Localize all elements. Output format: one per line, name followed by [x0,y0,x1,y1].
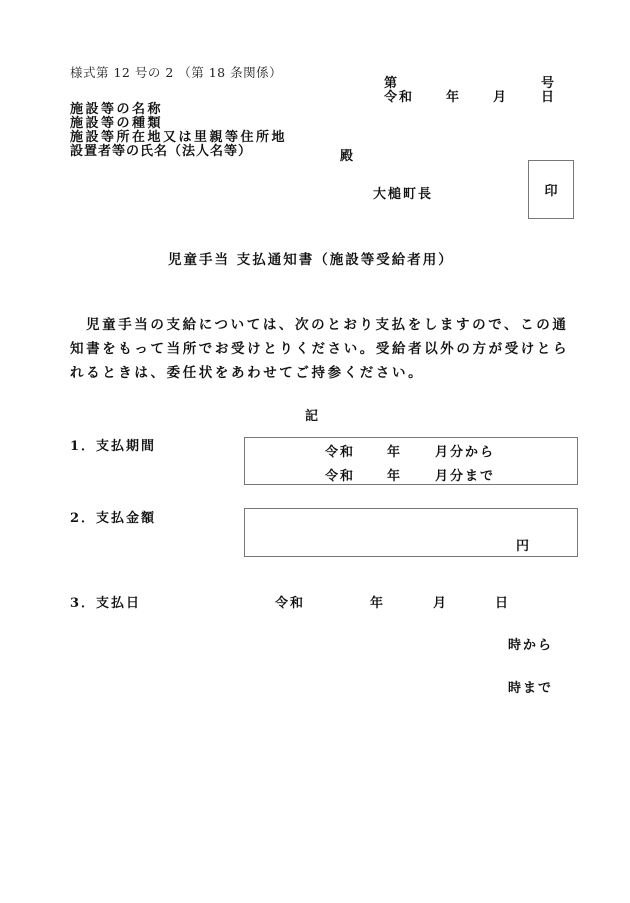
body-line-3: れるときは、委任状をあわせてご持参ください。 [70,365,425,381]
addressee-block [70,103,287,159]
payment-period-box[interactable] [244,437,578,485]
document-title: 児童手当 支払通知書（施設等受給者用） [168,252,454,268]
payment-amount-unit: 円 [516,539,530,554]
payment-date-month: 月 [433,596,447,611]
period-to-era: 令和 [325,469,356,484]
payment-amount-box[interactable] [244,508,578,557]
payment-date-label: 3．支払日 [70,596,142,611]
payment-time-from: 時から [508,638,554,653]
payment-date-year: 年 [370,596,384,611]
body-paragraph [70,313,570,385]
payment-time-to: 時まで [508,681,554,696]
reference-number-prefix: 第 [384,76,398,91]
reference-date-year: 年 [446,90,460,105]
payment-date-era: 令和 [275,596,306,611]
payment-date-day: 日 [495,596,509,611]
period-to-month: 月分まで [435,469,496,484]
payment-period-label: 1．支払期間 [70,439,157,454]
reference-number-suffix: 号 [541,76,555,91]
issuer-name: 大槌町長 [373,187,434,202]
form-number: 様式第 12 号の 2 （第 18 条関係） [70,65,283,80]
period-from-month: 月分から [435,445,496,460]
addressee-facility-address: 施設等所在地又は里親等住所地 [70,130,288,145]
ki-heading: 記 [305,409,319,424]
payment-amount-label: 2．支払金額 [70,511,157,526]
addressee-honorific: 殿 [340,149,354,164]
body-line-2: 知書をもって当所でお受けとりください。受給者以外の方が受けとら [70,341,570,357]
addressee-owner-name: 設置者等の氏名（法人名等） [70,144,253,159]
reference-date-month: 月 [493,90,507,105]
period-from-year: 年 [387,445,401,460]
period-to-year: 年 [387,469,401,484]
addressee-facility-name: 施設等の名称 [70,102,164,117]
reference-date-day: 日 [541,90,555,105]
body-line-1: 児童手当の支給については、次のとおり支払をしますので、この通 [86,317,569,333]
reference-date-era: 令和 [384,90,415,105]
seal-box [528,160,574,219]
seal-label: 印 [544,184,558,199]
period-from-era: 令和 [325,445,356,460]
addressee-facility-type: 施設等の種類 [70,116,164,131]
